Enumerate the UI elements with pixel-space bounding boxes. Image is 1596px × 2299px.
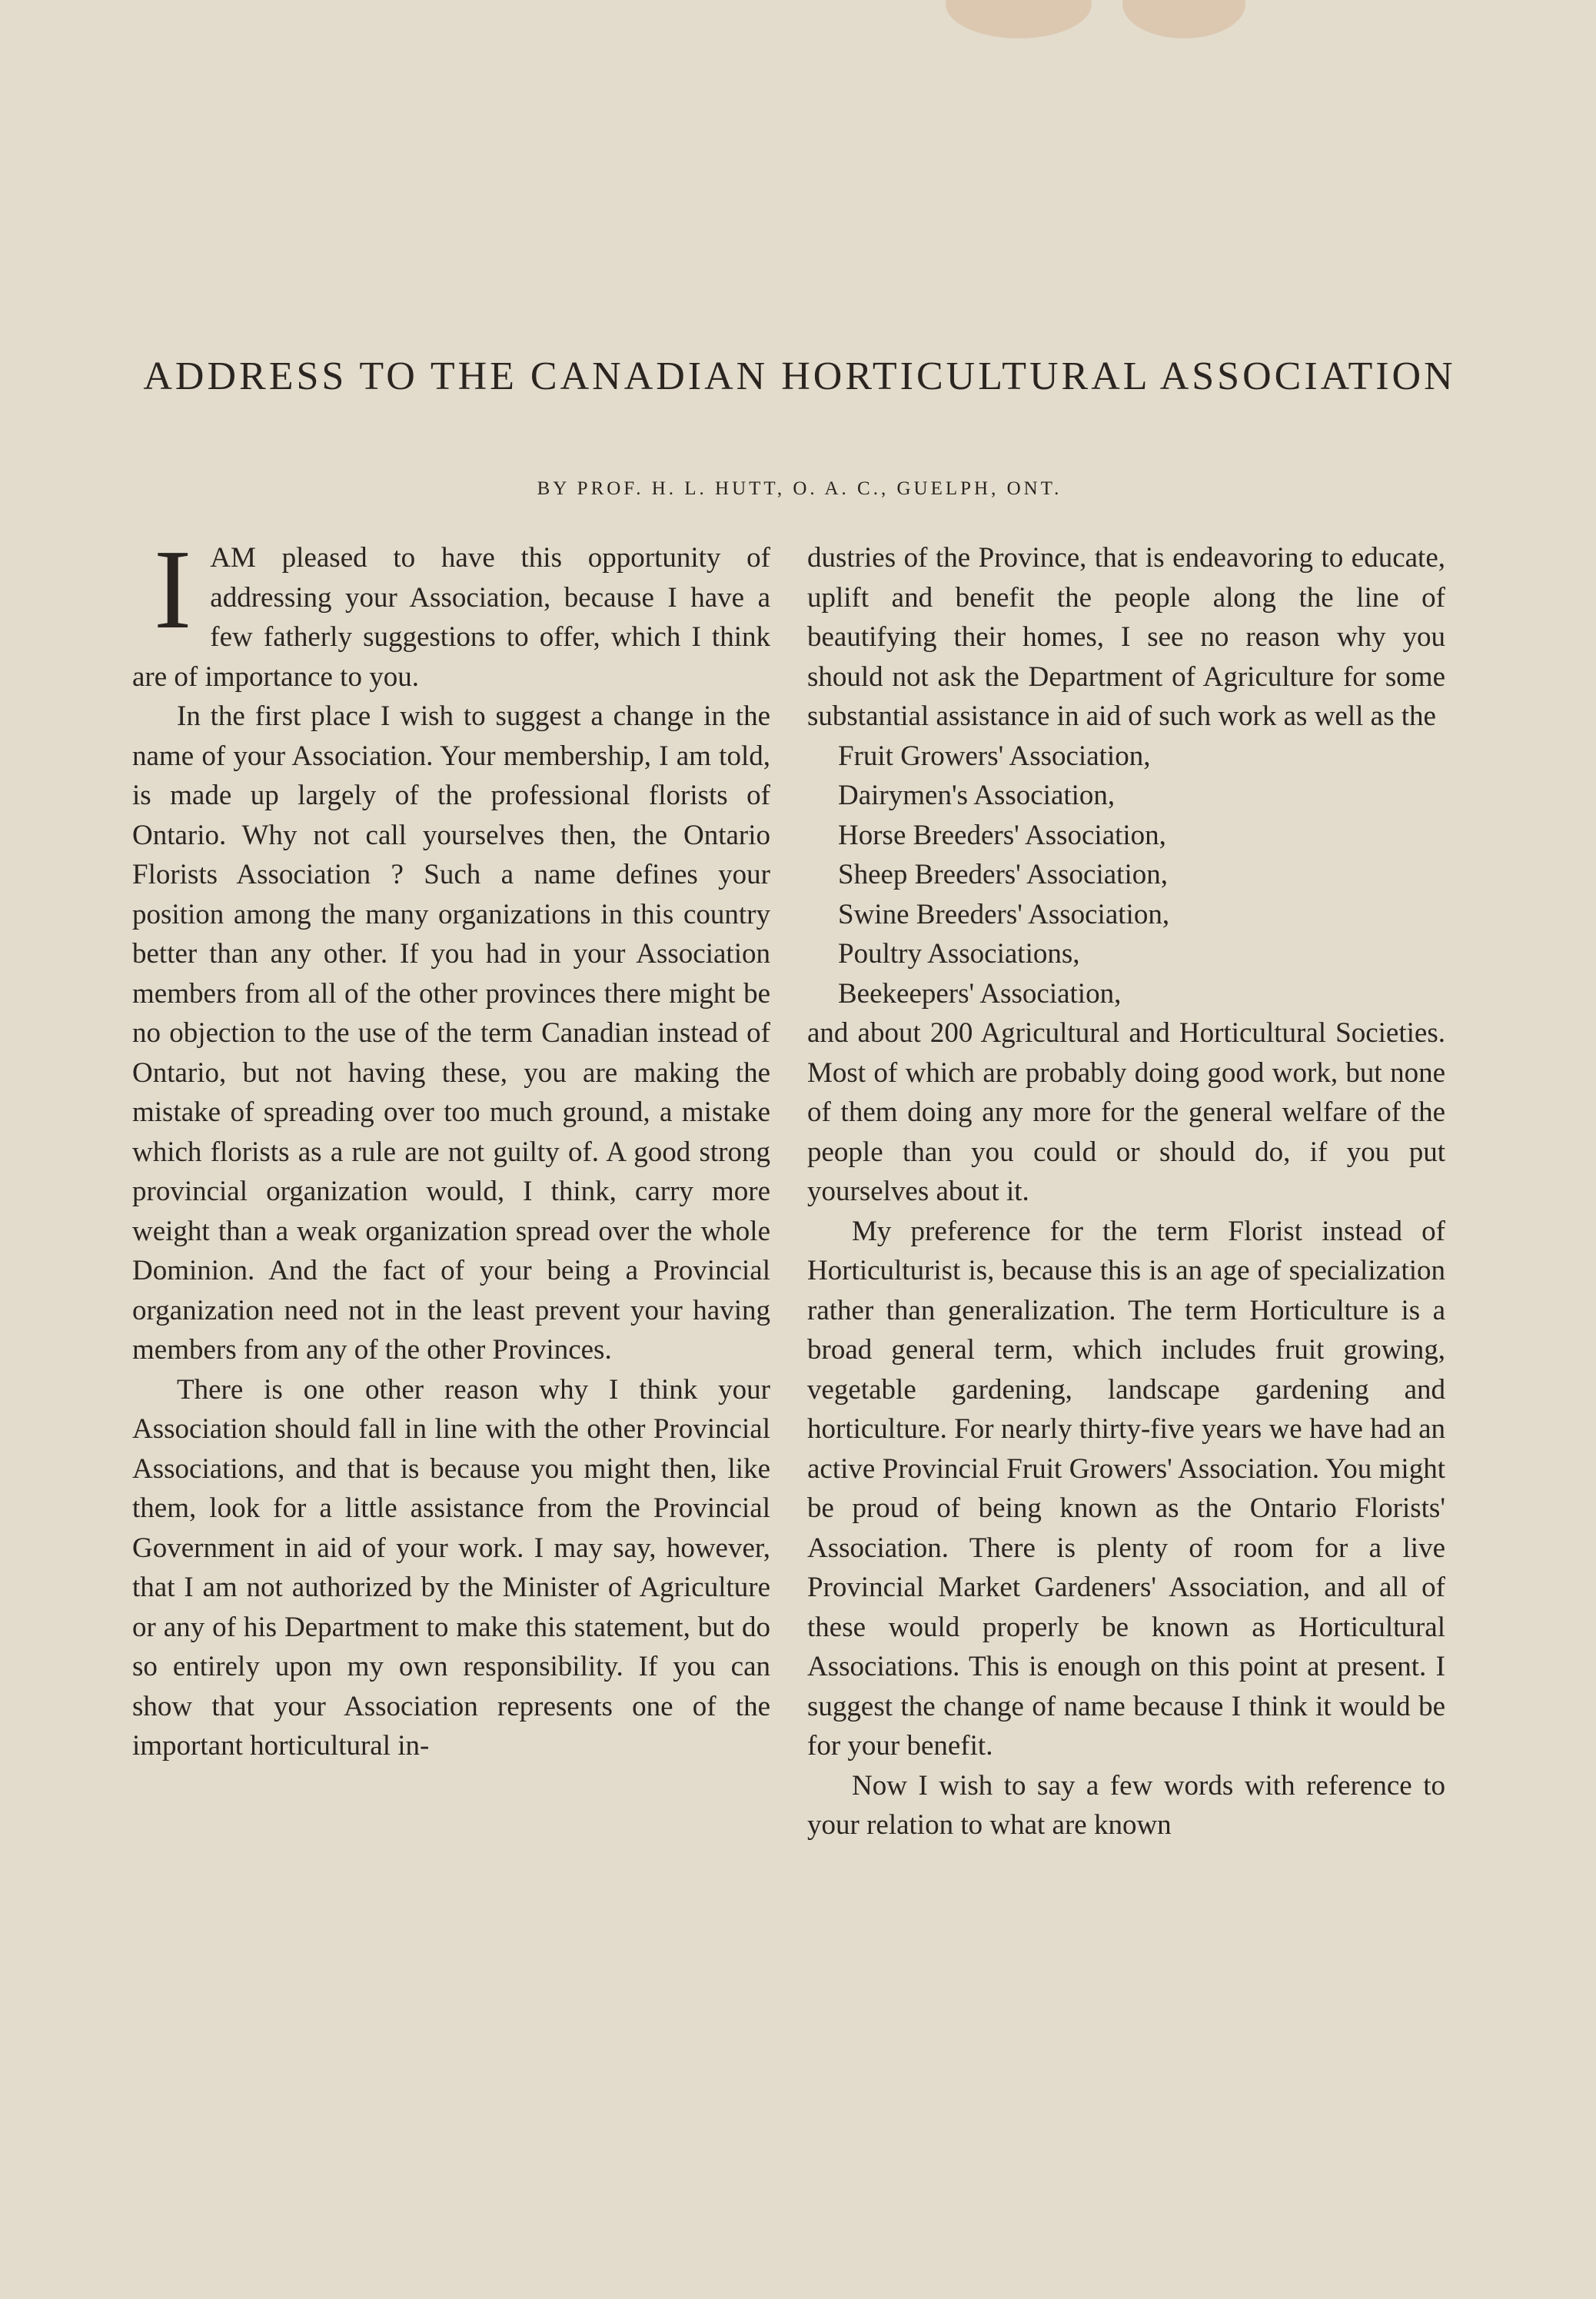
paragraph bbox=[132, 527, 770, 697]
paragraph: Now I wish to say a few words with reference to your relation to what are known bbox=[807, 1769, 1445, 1841]
list-item: Dairymen's Association, bbox=[838, 780, 1116, 811]
list-item: Horse Breeders' Association, bbox=[838, 819, 1166, 851]
paragraph: In the first place I wish to suggest a change in the name of your Association. Your membership, I am told, is made up largely of the professional florists of Ontario. Why not call yourselves then, the Ontario Florists Association ? Such a name defines your position among the many organizations in this country better than any other. If you had in your Association members from all of the other provinces there might be no objection to the use of the term Canadian instead of Ontario, but not having these, you are making the mistake of spreading over too much ground, a mistake which florists as a rule are not guilty of. A good strong provincial organization would, I think, carry more weight than a weak organization spread over the whole Dominion. And the fact of your being a Provincial organization need not in the least prevent your having members from any of the other Provinces. bbox=[132, 700, 770, 1366]
list-item: Sheep Breeders' Association, bbox=[838, 859, 1168, 890]
article-title: ADDRESS TO THE CANADIAN HORTICULTURAL ASSOCIATION bbox=[143, 354, 1456, 398]
list-item: Poultry Associations, bbox=[838, 938, 1080, 970]
right-column bbox=[807, 538, 1445, 1845]
list-item: Swine Breeders' Association, bbox=[838, 898, 1170, 930]
left-column bbox=[132, 527, 770, 1766]
article-byline: BY PROF. H. L. HUTT, O. A. C., GUELPH, ONT. bbox=[537, 478, 1062, 499]
paragraph: and about 200 Agricultural and Horticultural Societies. Most of which are probably doing good work, but none of them doing any more for the general welfare of the people than you could or should do, if you put yourselves about it. bbox=[807, 1017, 1445, 1207]
paragraph: There is one other reason why I think your Association should fall in line with the other Provincial Associations, and that is because you might then, like them, look for a little assistance from the Provincial Government in aid of your work. I may say, however, that I am not authorized by the Minister of Agriculture or any of his Department to make this statement, but do so entirely upon my own responsibility. If you can show that your Association represents one of the important horticultural in- bbox=[132, 1373, 770, 1762]
paragraph-text: AM pleased to have this opportunity of addressing your Association, because I have a few fatherly suggestions to offer, which I think are of importance to you. bbox=[132, 542, 770, 693]
list-item: Fruit Growers' Association, bbox=[838, 740, 1151, 772]
drop-cap: I bbox=[154, 527, 192, 653]
list-item: Beekeepers' Association, bbox=[838, 977, 1122, 1010]
page-stain bbox=[946, 0, 1092, 38]
association-list bbox=[807, 737, 1445, 1014]
paragraph: My preference for the term Florist instead of Horticulturist is, because this is an age of specialization rather than generalization. The term Horticulture is a broad general term, which includes fruit growing, vegetable gardening, landscape gardening and horticulture. For nearly thirty-five years we have had an active Provincial Fruit Growers' Association. You might be proud of being known as the Ontario Florists' Association. There is plenty of room for a live Provincial Market Gardeners' Association, and all of these would properly be known as Horticultural Associations. This is enough on this point at present. I suggest the change of name because I think it would be for your benefit. bbox=[807, 1215, 1445, 1762]
paragraph: dustries of the Province, that is endeavoring to educate, uplift and benefit the people along the line of beautifying their homes, I see no reason why you should not ask the Department of Agriculture for some substantial assistance in aid of such work as well as the bbox=[807, 542, 1445, 732]
page-stain bbox=[1122, 0, 1245, 38]
